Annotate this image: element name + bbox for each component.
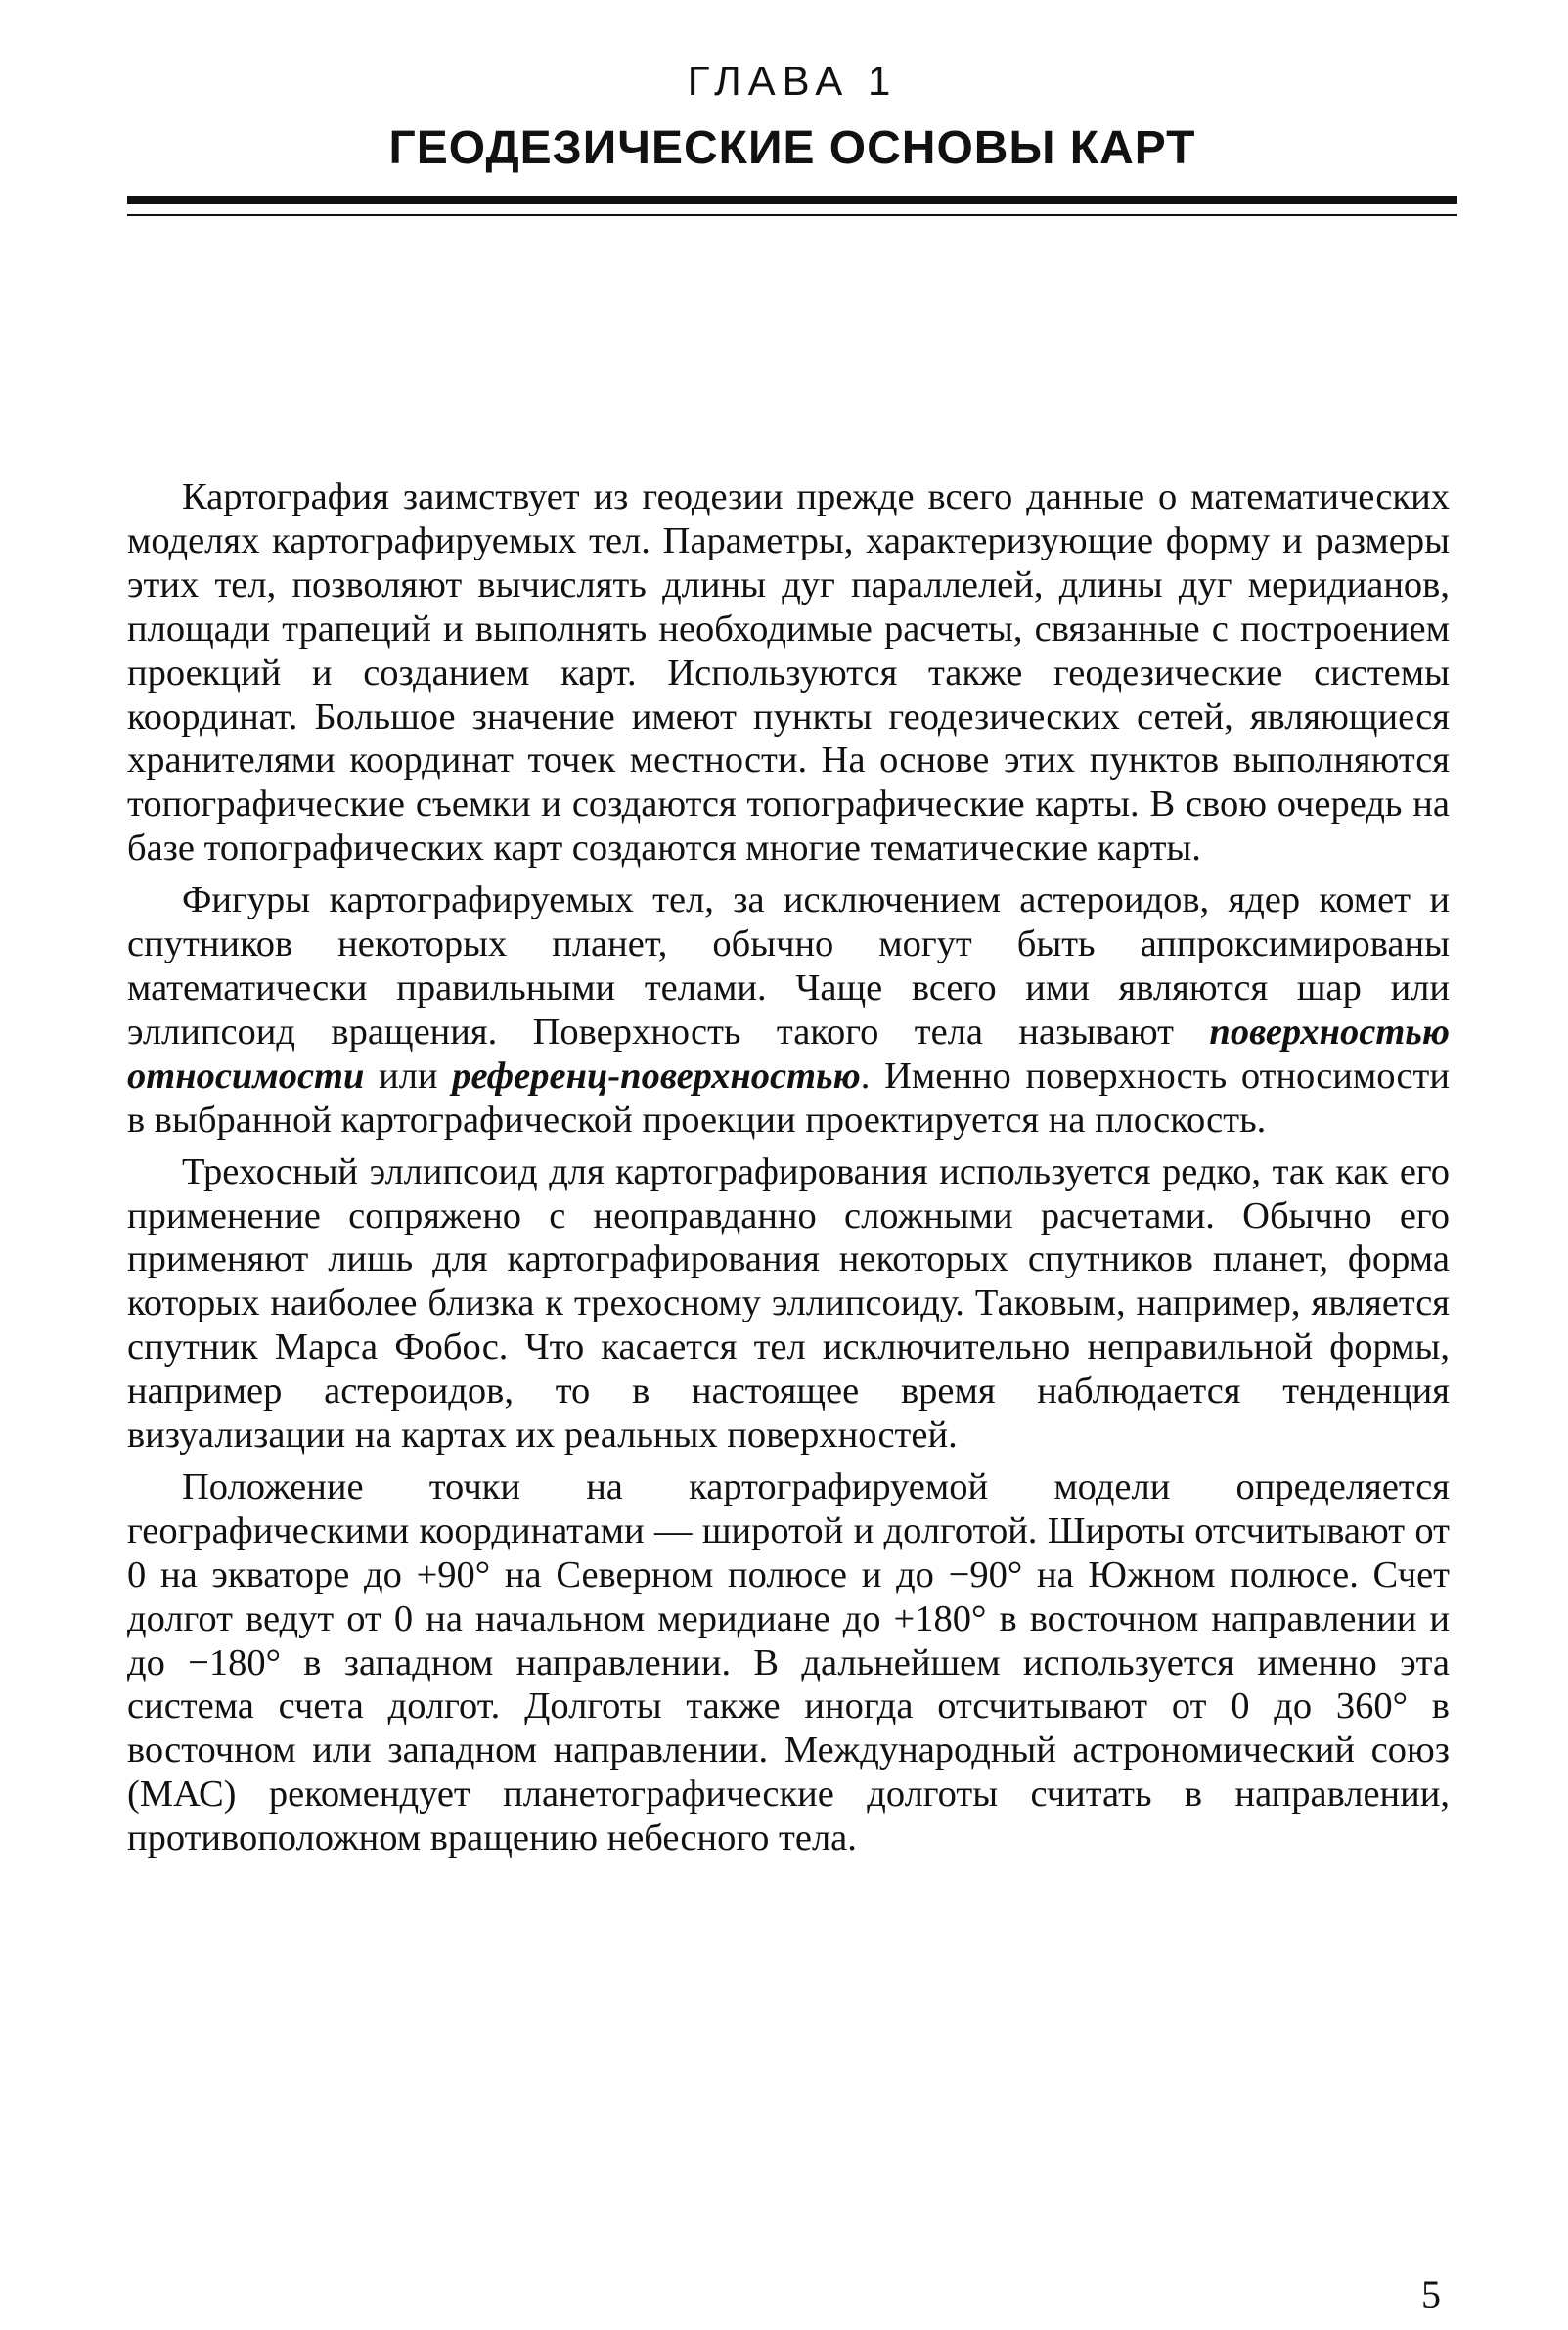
term-reference-surface: референц-поверхностью [452,1054,861,1097]
paragraph-2 [127,878,1450,1142]
chapter-label: ГЛАВА 1 [687,58,898,104]
header-rule-thin [127,214,1457,216]
paragraph-2-text-after: . Именно поверхность относимости в выбранной картографической проекции проектируется на плоскость. [127,1054,1450,1141]
paragraph-2-text-before: Фигуры картографируемых тел, за исключением астероидов, ядер комет и спутников некоторых планет, обычно могут быть аппроксимированы математически правильными телами. Чаще всего ими являются шар или эллипсоид вращения. Поверхность такого тела называют [127,879,1450,1053]
paragraph-1: Картография заимствует из геодезии прежде всего данные о математических моделях картографируемых тел. Параметры, характеризующие форму и размеры этих тел, позволяют вычислять длины дуг параллелей, длины дуг меридианов, площади трапеций и выполнять необходимые расчеты, связанные с построением проекций и созданием карт. Используются также геодезические системы координат. Большое значение имеют пункты геодезических сетей, являющиеся хранителями координат точек местности. На основе этих пунктов выполняются топографические съемки и создаются топографические карты. В свою очередь на базе топографических карт создаются многие тематические карты. [127,476,1450,870]
paragraph-2-text-middle: или [364,1054,453,1097]
paragraph-4: Положение точки на картографируемой модели определяется географическими координатами — широтой и долготой. Широты отсчитывают от 0 на экваторе до +90° на Северном полюсе и до −90° на Южном полюсе. Счет долгот ведут от 0 на начальном меридиане до +180° в восточном направлении и до −180° в западном направлении. В дальнейшем используется именно эта система счета долгот. Долготы также иногда отсчитывают от 0 до 360° в восточном или западном направлении. Международный астрономический союз (МАС) рекомендует планетографические долготы считать в направлении, противоположном вращению небесного тела. [127,1465,1450,1860]
body-text [127,475,1450,1868]
paragraph-3: Трехосный эллипсоид для картографирования используется редко, так как его применение сопряжено с неоправданно сложными расчетами. Обычно его применяют лишь для картографирования некоторых спутников планет, форма которых наиболее близка к трехосному эллипсоиду. Таковым, например, является спутник Марса Фобос. Что касается тел исключительно неправильной формы, например астероидов, то в настоящее время наблюдается тенденция визуализации на картах их реальных поверхностей. [127,1150,1450,1456]
page-number: 5 [1421,2272,1441,2316]
header-rule-thick [127,196,1457,204]
chapter-title: ГЕОДЕЗИЧЕСКИЕ ОСНОВЫ КАРТ [388,122,1196,174]
term-surface-of-reference: поверхностью относимости [127,1010,1450,1097]
